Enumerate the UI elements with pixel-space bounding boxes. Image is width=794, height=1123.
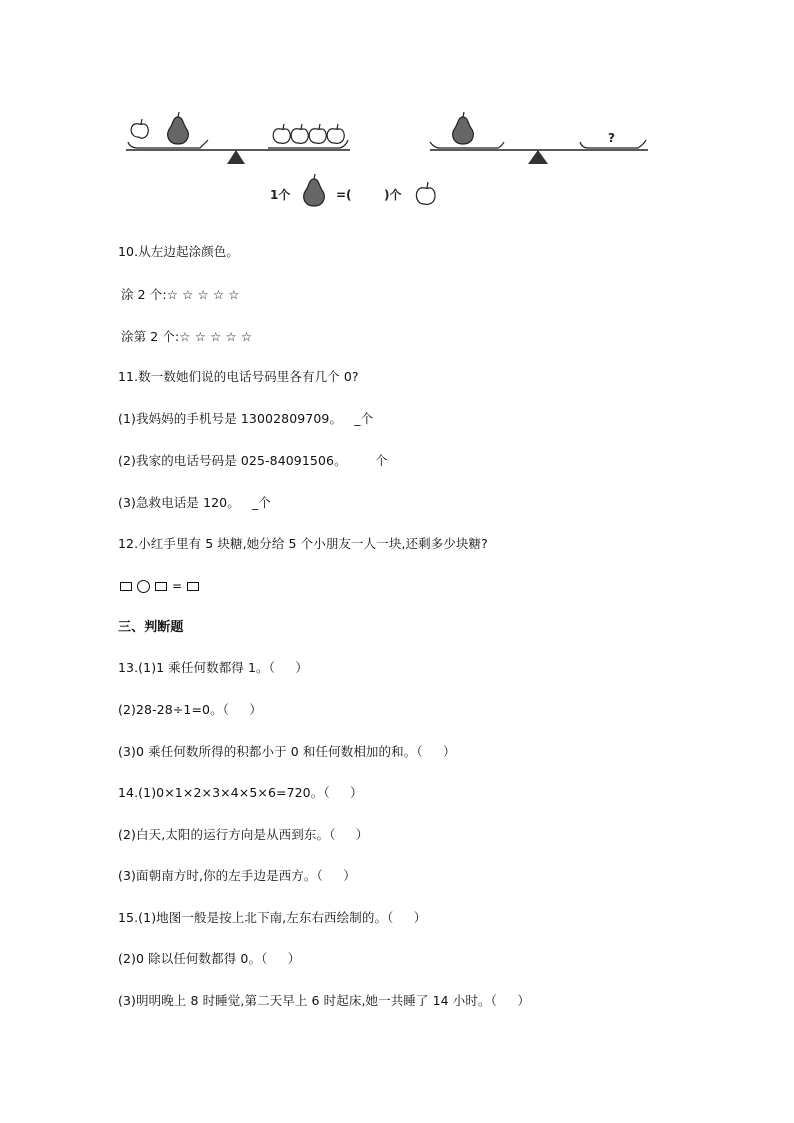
equals-sign: = [172,579,183,593]
q14-part1: 14.(1)0×1×2×3×4×5×6=720。（ ） [118,785,363,800]
q15-part2: (2)0 除以任何数都得 0。（ ） [118,951,301,966]
equation-mid-text: =( [336,188,352,202]
q11-title: 11.数一数她们说的电话号码里各有几个 0? [118,369,359,384]
q10-title: 10.从左边起涂颜色。 [118,244,239,259]
section3-title: 三、判断题 [118,620,184,635]
pear-icon [304,174,325,206]
q13-part1: 13.(1)1 乘任何数都得 1。（ ） [118,660,308,675]
q10-line1: 涂 2 个:☆ ☆ ☆ ☆ ☆ [121,287,240,302]
q14-part2: (2)白天,太阳的运行方向是从西到东。（ ） [118,827,369,842]
apple-group-icon [273,124,344,143]
equation-left-text: 1个 [270,188,291,202]
apple-icon [416,182,435,204]
q12-answer-template [120,578,199,594]
right-balance-scale [430,112,648,164]
question-mark: ? [608,131,615,145]
pear-icon [453,112,474,144]
q15-part1: 15.(1)地图一般是按上北下南,左东右西绘制的。（ ） [118,910,427,925]
q11-part3: (3)急救电话是 120。 _个 [118,495,272,510]
balance-scale-figure [118,108,678,220]
q15-part3: (3)明明晚上 8 时睡觉,第二天早上 6 时起床,她一共睡了 14 小时。（ ） [118,993,530,1008]
q12-title: 12.小红手里有 5 块糖,她分给 5 个小朋友一人一块,还剩多少块糖? [118,536,488,551]
left-balance-scale [126,112,350,164]
q14-part3: (3)面朝南方时,你的左手边是西方。（ ） [118,868,356,883]
q10-line2: 涂第 2 个:☆ ☆ ☆ ☆ ☆ [121,329,253,344]
answer-box[interactable] [120,582,132,591]
answer-box[interactable] [155,582,167,591]
equation-right-text: )个 [384,188,402,202]
q13-part2: (2)28-28÷1=0。（ ） [118,702,262,717]
apple-icon [131,119,148,138]
q11-part2: (2)我家的电话号码是 025-84091506。 个 [118,453,388,468]
operator-circle[interactable] [137,580,150,593]
q11-part1: (1)我妈妈的手机号是 13002809709。 _个 [118,411,374,426]
answer-box[interactable] [187,582,199,591]
pear-icon [168,112,189,144]
equation-row [270,174,435,206]
q13-part3: (3)0 乘任何数所得的积都小于 0 和任何数相加的和。（ ） [118,744,456,759]
